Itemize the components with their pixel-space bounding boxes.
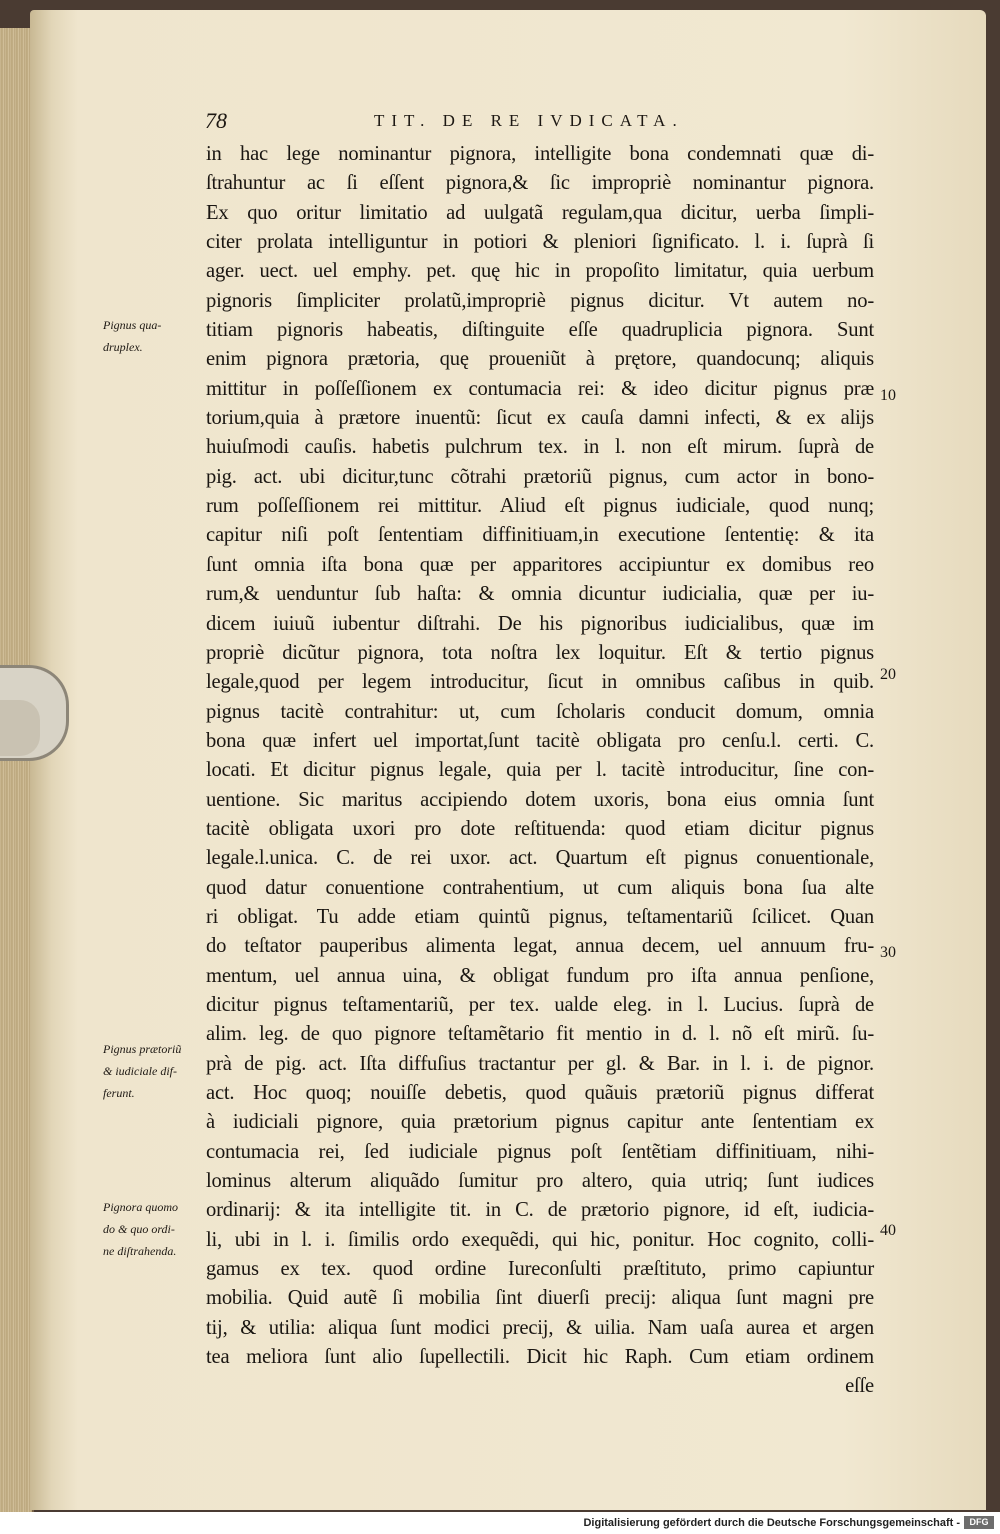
line-number: 40 <box>880 1222 896 1239</box>
dfg-logo: DFG <box>964 1516 994 1529</box>
text-line: capitur niſi poſt ſententiam diffinitiuam,in executione ſententię: & ita <box>206 524 874 547</box>
page-fore-edge <box>0 28 34 1512</box>
body-text <box>206 140 874 1402</box>
text-line: titiam pignoris habeatis, diſtinguite eſſe quadruplicia pignora. Sunt <box>206 319 874 342</box>
text-line: citer prolata intelliguntur in potiori & pleniori ſignificato. l. i. ſuprà ſi <box>206 231 874 254</box>
marginal-gloss: Pignus prætoriũ & iudiciale dif- ferunt. <box>103 1042 182 1100</box>
ribbon-marker-shadow <box>0 700 40 756</box>
text-line: quod datur conuentione contrahentium, ut cum aliquis bona ſua alte <box>206 876 874 899</box>
text-line: ri obligat. Tu adde etiam quintũ pignus, teſtamentariũ ſcilicet. Quan <box>206 905 874 928</box>
text-line: eſſe <box>845 1375 874 1398</box>
text-line: in hac lege nominantur pignora, intelligite bona condemnati quæ di- <box>206 143 874 165</box>
text-line: li, ubi in l. i. ſimilis ordo exequẽdi, qui hic, ponitur. Hoc cognito, colli- <box>206 1228 874 1251</box>
text-line: Ex quo oritur limitatio ad uulgatã regulam,qua dicitur, uerba ſimpli- <box>206 201 874 224</box>
text-line: tacitè obligata uxori pro dote reſtituenda: quod etiam dicitur pignus <box>206 817 874 840</box>
footer <box>0 1512 1000 1534</box>
page-number: 78 <box>205 108 227 133</box>
marginal-gloss: Pignora quomo do & quo ordi- ne diſtrahenda. <box>103 1200 178 1258</box>
text-line: lominus alterum aliquãdo ſumitur pro altero, quia utriq; ſunt iudices <box>206 1170 874 1193</box>
text-line: torium,quia à prætore inuentũ: ſicut ex cauſa damni infecti, & ex alijs <box>206 407 874 430</box>
text-line: dicitur pignus teſtamentariũ, per tex. ualde eleg. in l. Lucius. ſuprà de <box>206 993 874 1016</box>
text-line: gamus ex tex. quod ordine Iureconſulti præſtituto, primo capiuntur <box>206 1258 874 1281</box>
text-line: alim. leg. de quo pignore teſtamẽtario fit mentio in d. l. nõ eſt mirũ. ſu- <box>206 1023 874 1046</box>
text-line: ordinarij: & ita intelligite tit. in C. de prætorio pignore, id eſt, iudicia- <box>206 1199 874 1222</box>
text-line: propriè dicũtur pignora, tota noſtra lex loquitur. Eſt & tertio pignus <box>206 641 874 664</box>
line-number: 20 <box>880 666 896 683</box>
text-line: legale,quod per legem introducitur, ſicut in omnibus caſibus in quib. <box>206 671 874 694</box>
text-line: pig. act. ubi dicitur,tunc cõtrahi prætoriũ pignus, cum actor in bono- <box>206 465 874 488</box>
text-line: do teſtator pauperibus alimenta legat, annua decem, uel annuum fru- <box>206 935 874 958</box>
text-line: mentum, uel annua uina, & obligat fundum pro iſta annua penſione, <box>206 964 874 987</box>
line-number: 10 <box>880 387 896 404</box>
marginal-gloss: Pignus qua- druplex. <box>103 318 162 354</box>
text-line: pignoris ſimpliciter prolatũ,impropriè pignus dicitur. Vt autem no- <box>206 289 874 312</box>
text-line: locati. Et dicitur pignus legale, quia per l. tacitè introducitur, ſine con- <box>206 759 874 782</box>
text-line: rum,& uenduntur ſub haſta: & omnia dicuntur iudicialia, quæ per iu- <box>206 583 874 606</box>
text-line: dicem iuiuũ iubentur diſtrahi. De his pignoribus iudicialibus, quæ im <box>206 612 874 635</box>
text-line: tij, & utilia: aliqua ſunt modici precij, & uilia. Nam uaſa aurea et argen <box>206 1316 874 1339</box>
text-line: uentione. Sic maritus accipiendo dotem uxoris, bona eius omnia ſunt <box>206 788 874 811</box>
running-title: TIT. DE RE IVDICATA. <box>374 111 684 130</box>
text-line: huiuſmodi cauſis. habetis pulchrum tex. in l. non eſt mirum. ſuprà de <box>206 436 874 459</box>
text-line: enim pignora prætoria, quę proueniũt à prętore, quandocunq; aliquis <box>206 348 874 371</box>
text-line: mittitur in poſſeſſionem ex contumacia rei: & ideo dicitur pignus præ <box>206 377 874 400</box>
text-line: mobilia. Quid autẽ ſi mobilia ſint diuerſi precij: aliqua ſunt magni pre <box>206 1287 874 1310</box>
text-line: rum poſſeſſionem rei mittitur. Aliud eſt pignus iudiciale, quod nunq; <box>206 495 874 518</box>
text-line: ſtrahuntur ac ſi eſſent pignora,& ſic impropriè nominantur pignora. <box>206 172 874 195</box>
text-line: ſunt omnia iſta bona quæ per apparitores accipiuntur ex domibus reo <box>206 553 874 576</box>
digitization-credit: Digitalisierung gefördert durch die Deutsche Forschungsgemeinschaft - <box>583 1517 960 1529</box>
text-line: bona quæ infert uel importat,ſunt tacitè obligata pro cenſu.l. certi. C. <box>206 729 874 752</box>
text-line: contumacia rei, ſed iudiciale pignus poſt ſentẽtiam diffinitiuam, nihi- <box>206 1140 874 1163</box>
text-line: act. Hoc quoq; nouiſſe debetis, quod quãuis prætoriũ pignus differat <box>206 1082 874 1104</box>
text-line: tea meliora ſunt alio ſupellectili. Dicit hic Raph. Cum etiam ordinem <box>206 1346 874 1369</box>
text-line: legale.l.unica. C. de rei uxor. act. Quartum eſt pignus conuentionale, <box>206 847 874 870</box>
line-number: 30 <box>880 944 896 961</box>
text-line: ager. uect. uel emphy. pet. quę hic in propoſito limitatur, quia uerbum <box>206 260 874 283</box>
text-line: prà de pig. act. Iſta diffuſius tractantur per gl. & Bar. in l. i. de pignor. <box>206 1052 874 1075</box>
text-line: pignus tacitè contrahitur: ut, cum ſcholaris conducit domum, omnia <box>206 700 874 723</box>
text-line: à iudiciali pignore, quia prætorium pignus capitur ante ſententiam ex <box>206 1111 874 1134</box>
